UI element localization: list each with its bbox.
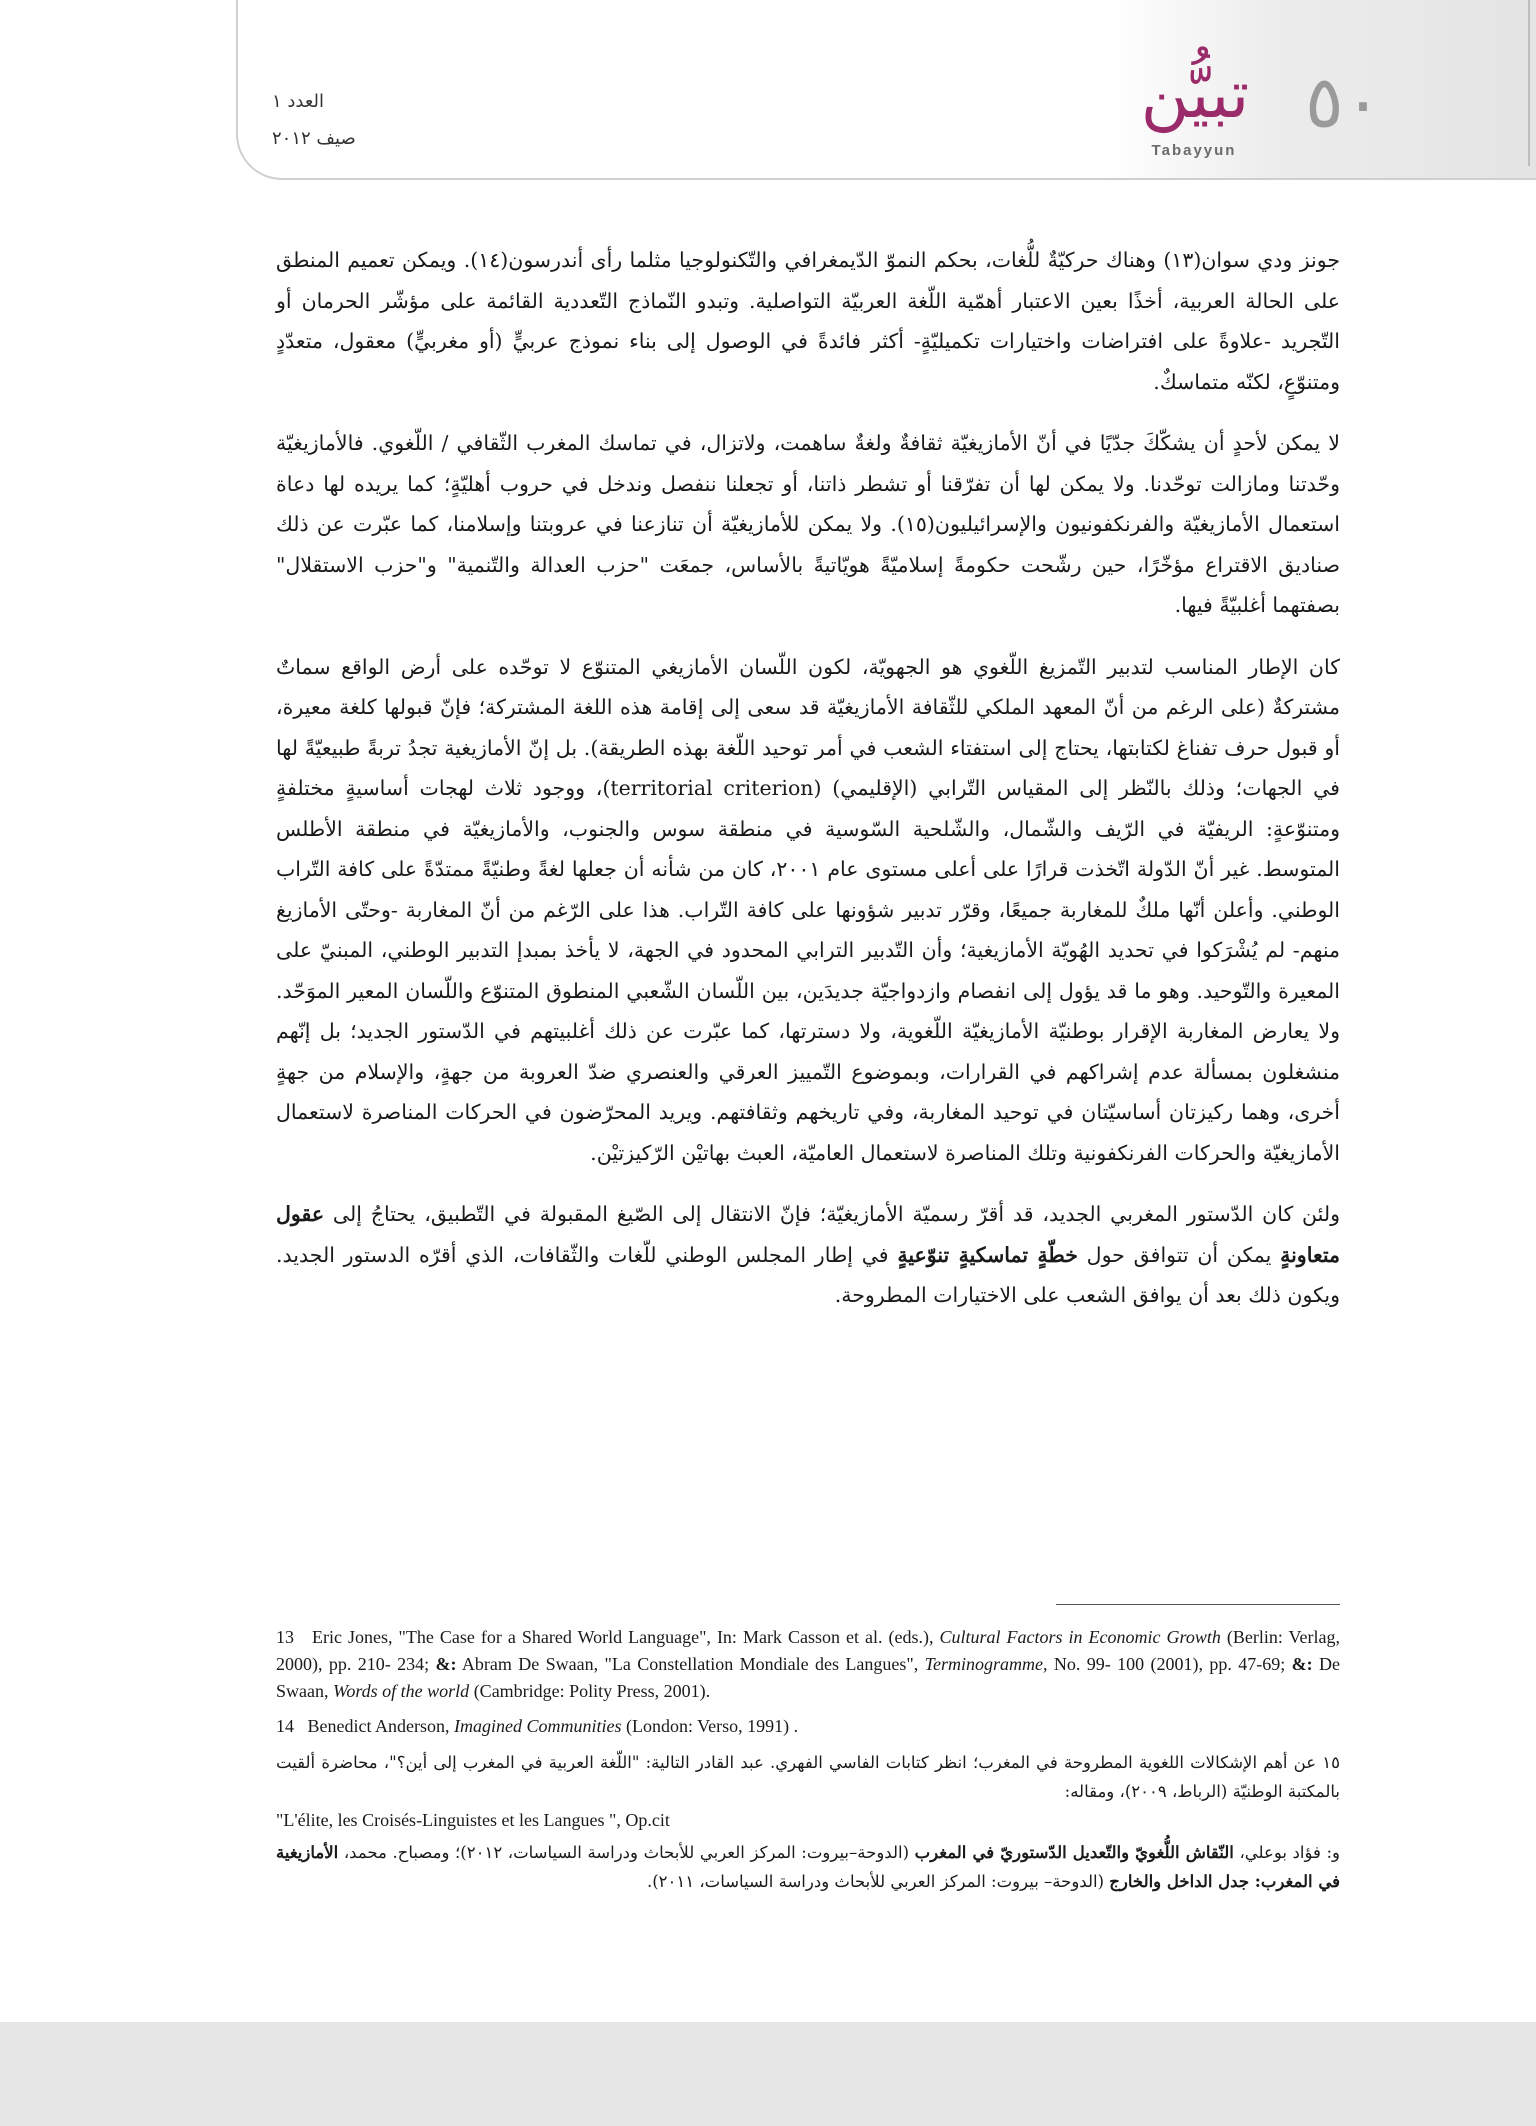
paragraph-4-text: ولئن كان الدّستور المغربي الجديد، قد أقرّ رسميّة الأمازيغيّة؛ فإنّ الانتقال إلى الصّيغ المقبولة في التّطبيق، يحتاجُ إلى [332, 1202, 1340, 1226]
footnote-title: Imagined Communities [453, 1716, 622, 1736]
footnote-text: Abram De Swaan, "La Constellation Mondiale des Langues", [461, 1654, 919, 1674]
footnote-number: 13 [276, 1627, 294, 1647]
article-body [276, 240, 1340, 1337]
footnote-amp: &: [435, 1654, 457, 1674]
footnote-text: (Cambridge: Polity Press, 2001). [473, 1681, 711, 1701]
footnote-number: 14 [276, 1716, 294, 1736]
footnote-text: (الدوحة–بيروت: المركز العربي للأبحاث ودراسة السياسات، ٢٠١٢)؛ ومصباح. محمد، [343, 1843, 909, 1862]
season-label: صيف ٢٠١٢ [272, 128, 356, 149]
footnote-15-latin: "L'élite, les Croisés-Linguistes et les Langues ", Op.cit [276, 1810, 670, 1830]
footnote-text: (Berlin: Verlag, 2000), pp. 210- 234; [276, 1627, 1341, 1674]
journal-logo-latin: Tabayyun [1151, 142, 1237, 159]
footnote-text: Eric Jones, "The Case for a Shared World Language", In: Mark Casson et al. (eds.), [312, 1627, 934, 1647]
header-divider [1528, 0, 1530, 166]
footnote-14 [276, 1713, 1340, 1740]
footnotes [276, 1624, 1340, 1896]
paragraph-4-bold: عقول متعاونةٍ [276, 1202, 1341, 1267]
page-bottom-band [0, 2022, 1536, 2126]
footnote-title: Words of the world [333, 1681, 470, 1701]
footnote-15: ١٥ عن أهم الإشكالات اللغوية المطروحة في المغرب؛ انظر كتابات الفاسي الفهري. عبد القادر التالية: "اللّغة العربية في المغرب إلى أين؟"، محاضرة ألقيت بالمكتبة الوطنيّة (الرباط، ٢٠٠٩)، ومقاله: [276, 1753, 1340, 1801]
footnote-title: Cultural Factors in Economic Growth [939, 1627, 1221, 1647]
footnote-text: Benedict Anderson, [307, 1716, 450, 1736]
footnote-text: (London: Verso, 1991) . [625, 1716, 799, 1736]
paragraph-3: كان الإطار المناسب لتدبير التّمزيغ اللّغوي هو الجهويّة، لكون اللّسان الأمازيغي المتنوّع لا توحّده على أرض الواقع سماتٌ مشتركةٌ (على الرغم من أنّ المعهد الملكي للثّقافة الأمازيغيّة قد سعى إلى إقامة هذه اللغة المشتركة؛ فإنّ قبولها كلغة معيرة، أو قبول حرف تفناغ لكتابتها، يحتاج إلى استفتاء الشعب في أمر توحيد اللّغة بهذه الطريقة). بل إنّ الأمازيغية تجدُ تربةً طبيعيّةً لها في الجهات؛ وذلك بالنّظر إلى المقياس التّرابي (الإقليمي) (territorial criterion)، ووجود ثلاث لهجات أساسيةٍ مختلفةٍ ومتنوّعةٍ: الريفيّة في الرّيف والشّمال، والشّلحية السّوسية في منطقة سوس والجنوب، والأمازيغيّة في منطقة الأطلس المتوسط. غير أنّ الدّولة اتّخذت قرارًا على أعلى مستوى عام ٢٠٠١، كان من شأنه أن جعلها لغةً وطنيّةً ممتدّةً على كافة التّراب الوطني. وأعلن أنّها ملكٌ للمغاربة جميعًا، وقرّر تدبير شؤونها على كافة التّراب. هذا على الرّغم من أنّ المغاربة -وحتّى الأمازيغ منهم- لم يُشْرَكوا في تحديد الهُويّة الأمازيغية؛ وأن التّدبير الترابي المحدود في الجهة، لا يأخذ بمبدإ التدبير الوطني، المبنيّ على المعيرة والتّوحيد. وهو ما قد يؤول إلى انفصام وازدواجيّة جديدَين، بين اللّسان الشّعبي المنطوق المتنوّع واللّسان المعير الموَحّد. ولا يعارض المغاربة الإقرار بوطنيّة الأمازيغيّة اللّغوية، ولا دسترتها، كما عبّرت عن ذلك أغلبيتهم في الدّستور الجديد؛ بل إنّهم منشغلون بمسألة عدم إشراكهم في القرارات، وبموضوع التّمييز العرقي والعنصري ضدّ العروبة من جهةٍ، والإسلام من جهةٍ أخرى، وهما ركيزتان أساسيّتان في توحيد المغاربة، وفي تاريخهم وثقافتهم. ويريد المحرّضون في الحركات المناصرة لاستعمال الأمازيغيّة والحركات الفرنكفونية وتلك المناصرة لاستعمال العاميّة، العبث بهاتيْن الرّكيزتيْن. [276, 654, 1340, 1165]
footnote-text: (الدوحة– بيروت: المركز العربي للأبحاث ودراسة السياسات، ٢٠١١). [646, 1872, 1105, 1891]
paragraph-4 [276, 1194, 1340, 1316]
paragraph-4-text: في إطار المجلس الوطني للّغات والثّقافات، الذي أقرّه الدستور الجديد. ويكون ذلك بعد أن يوافق الشعب على الاختيارات المطروحة. [276, 1242, 1340, 1307]
paragraph-2: لا يمكن لأحدٍ أن يشكّكَ جدّيًا في أنّ الأمازيغيّة ثقافةٌ ولغةٌ ساهمت، ولاتزال، في تماسك المغرب الثّقافي / اللّغوي. فالأمازيغيّة وحّدتنا ومازالت توحّدنا. ولا يمكن لها أن تفرّقنا أو تشطر ذاتنا، أو تجعلنا ننفصل وندخل في حروب أهليّةٍ؛ كما يريده لها دعاة استعمال الأمازيغيّة والفرنكفونيون والإسرائيليون(١٥). ولا يمكن للأمازيغيّة أن تنازعنا في عروبتنا وإسلامنا، كما عبّرت عن ذلك صناديق الاقتراع مؤخّرًا، حين رشّحت حكومةً إسلاميّةً هويّاتيةً بالأساس، جمعَت "حزب العدالة والتّنمية" و"حزب الاستقلال" بصفتهما أغلبيّةً فيها. [276, 431, 1340, 617]
footnote-text: و: فؤاد بوعلي، [1239, 1843, 1341, 1862]
paragraph-4-bold: خطّةٍ تماسكيةٍ تنوّعيةٍ [897, 1242, 1078, 1267]
page-number: ٥٠ [1305, 60, 1383, 144]
footnote-text: No. 99- 100 (2001), pp. 47-69; [1053, 1654, 1286, 1674]
journal-logo: تبيُّن [1140, 56, 1250, 133]
issue-label: العدد ١ [272, 91, 325, 112]
paragraph-1: جونز ودي سوان(١٣) وهناك حركيّةٌ للُّغات، بحكم النموّ الدّيمغرافي والتّكنولوجيا مثلما رأى أندرسون(١٤). ويمكن تعميم المنطق على الحالة العربية، أخذًا بعين الاعتبار أهمّية اللّغة العربيّة التواصلية. وتبدو النّماذج التّعددية القائمة على مؤشّر الحرمان أو التّجريد -علاوةً على افتراضات واختيارات تكميليّةٍ- أكثر فائدةً في الوصول إلى بناء نموذج عربيٍّ (أو مغربيٍّ) معقول، متعدّدٍ ومتنوّعٍ، لكنّه متماسكٌ. [276, 248, 1341, 394]
footnote-title: النّقاش اللُّغويّ والتّعديل الدّستوريّ في المغرب [914, 1843, 1234, 1862]
paragraph-4-text: يمكن أن تتوافق حول [1086, 1242, 1272, 1267]
footnote-amp: &: [1291, 1654, 1313, 1674]
footnote-separator [1056, 1604, 1340, 1605]
footnote-13 [276, 1624, 1340, 1705]
footnote-title: الأمازيغية في المغرب: جدل الداخل والخارج [276, 1843, 1340, 1891]
footnote-title: Terminogramme, [924, 1654, 1048, 1674]
footnote-15-continued [276, 1838, 1340, 1896]
footnote-text: De Swaan, [276, 1654, 1341, 1701]
